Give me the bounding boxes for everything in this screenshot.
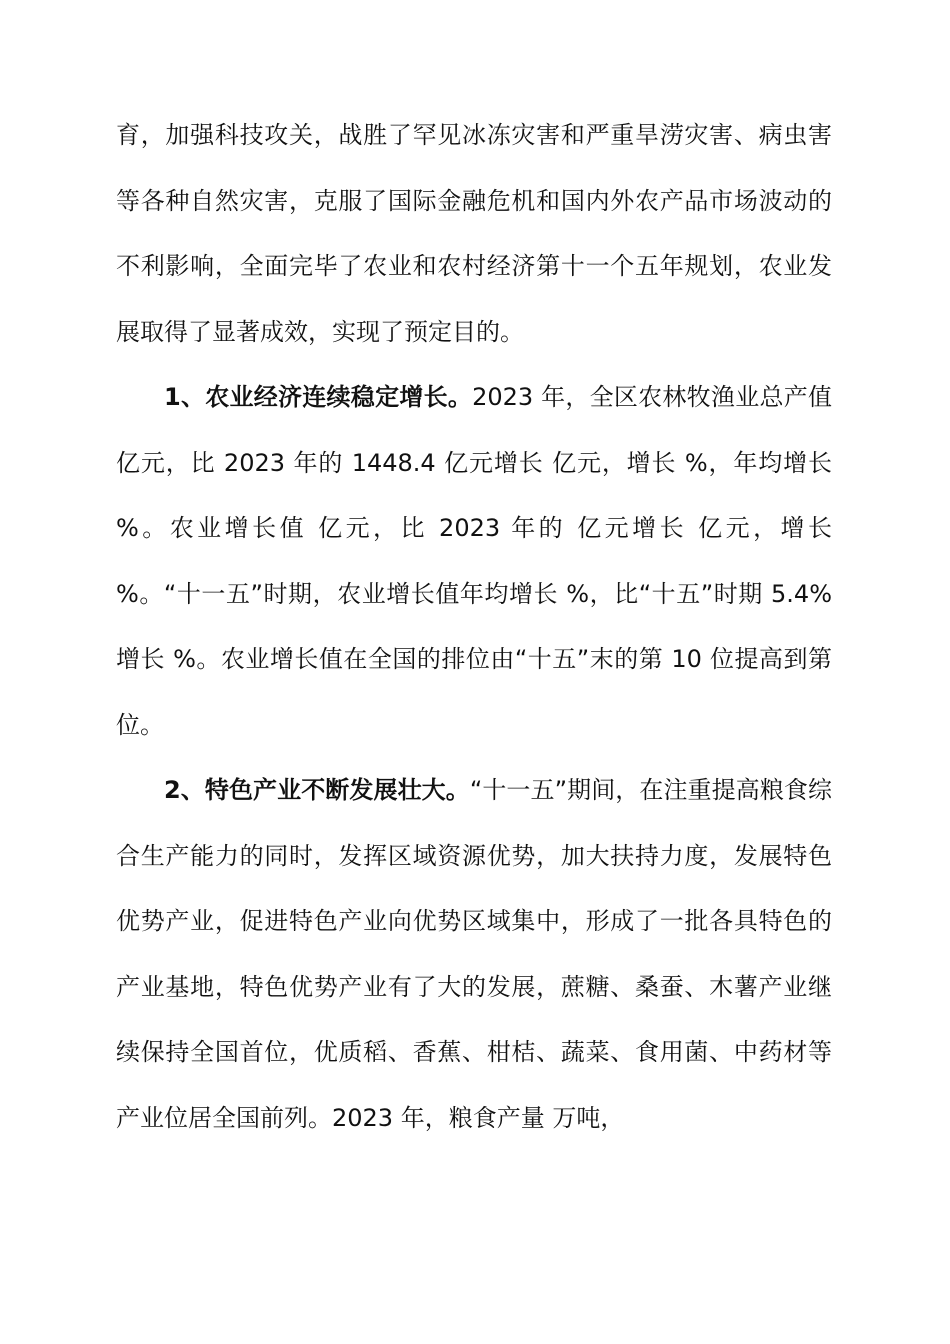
paragraph-heading: 2、特色产业不断发展壮大。 (164, 776, 470, 804)
paragraph-text: 2023 年，全区农林牧渔业总产值 亿元，比 2023 年的 1448.4 亿元增长 亿元，增长 %，年均增长 %。农业增长值 亿元，比 2023 年的 亿元增长 亿元，增长 %。“十一五”时期，农业增长值年均增长 %，比“十五”时期 5.4%增长 %。农业增长值在全国的排位由“十五”末的第 10 位提高到第 位。 (116, 383, 832, 739)
paragraph-heading: 1、农业经济连续稳定增长。 (164, 383, 473, 411)
paragraph-text: 育，加强科技攻关，战胜了罕见冰冻灾害和严重旱涝灾害、病虫害等各种自然灾害，克服了国际金融危机和国内外农产品市场波动的不利影响，全面完毕了农业和农村经济第十一个五年规划，农业发展取得了显著成效，实现了预定目的。 (116, 121, 832, 346)
document-body (116, 103, 832, 1151)
paragraph-intro-continuation (116, 103, 832, 365)
paragraph-featured-industries (116, 758, 832, 1151)
paragraph-text: “十一五”期间，在注重提高粮食综合生产能力的同时，发挥区域资源优势，加大扶持力度，发展特色优势产业，促进特色产业向优势区域集中，形成了一批各具特色的产业基地，特色优势产业有了大的发展，蔗糖、桑蚕、木薯产业继续保持全国首位，优质稻、香蕉、柑桔、蔬菜、食用菌、中药材等产业位居全国前列。2023 年，粮食产量 万吨， (116, 776, 832, 1132)
paragraph-agricultural-growth (116, 365, 832, 758)
